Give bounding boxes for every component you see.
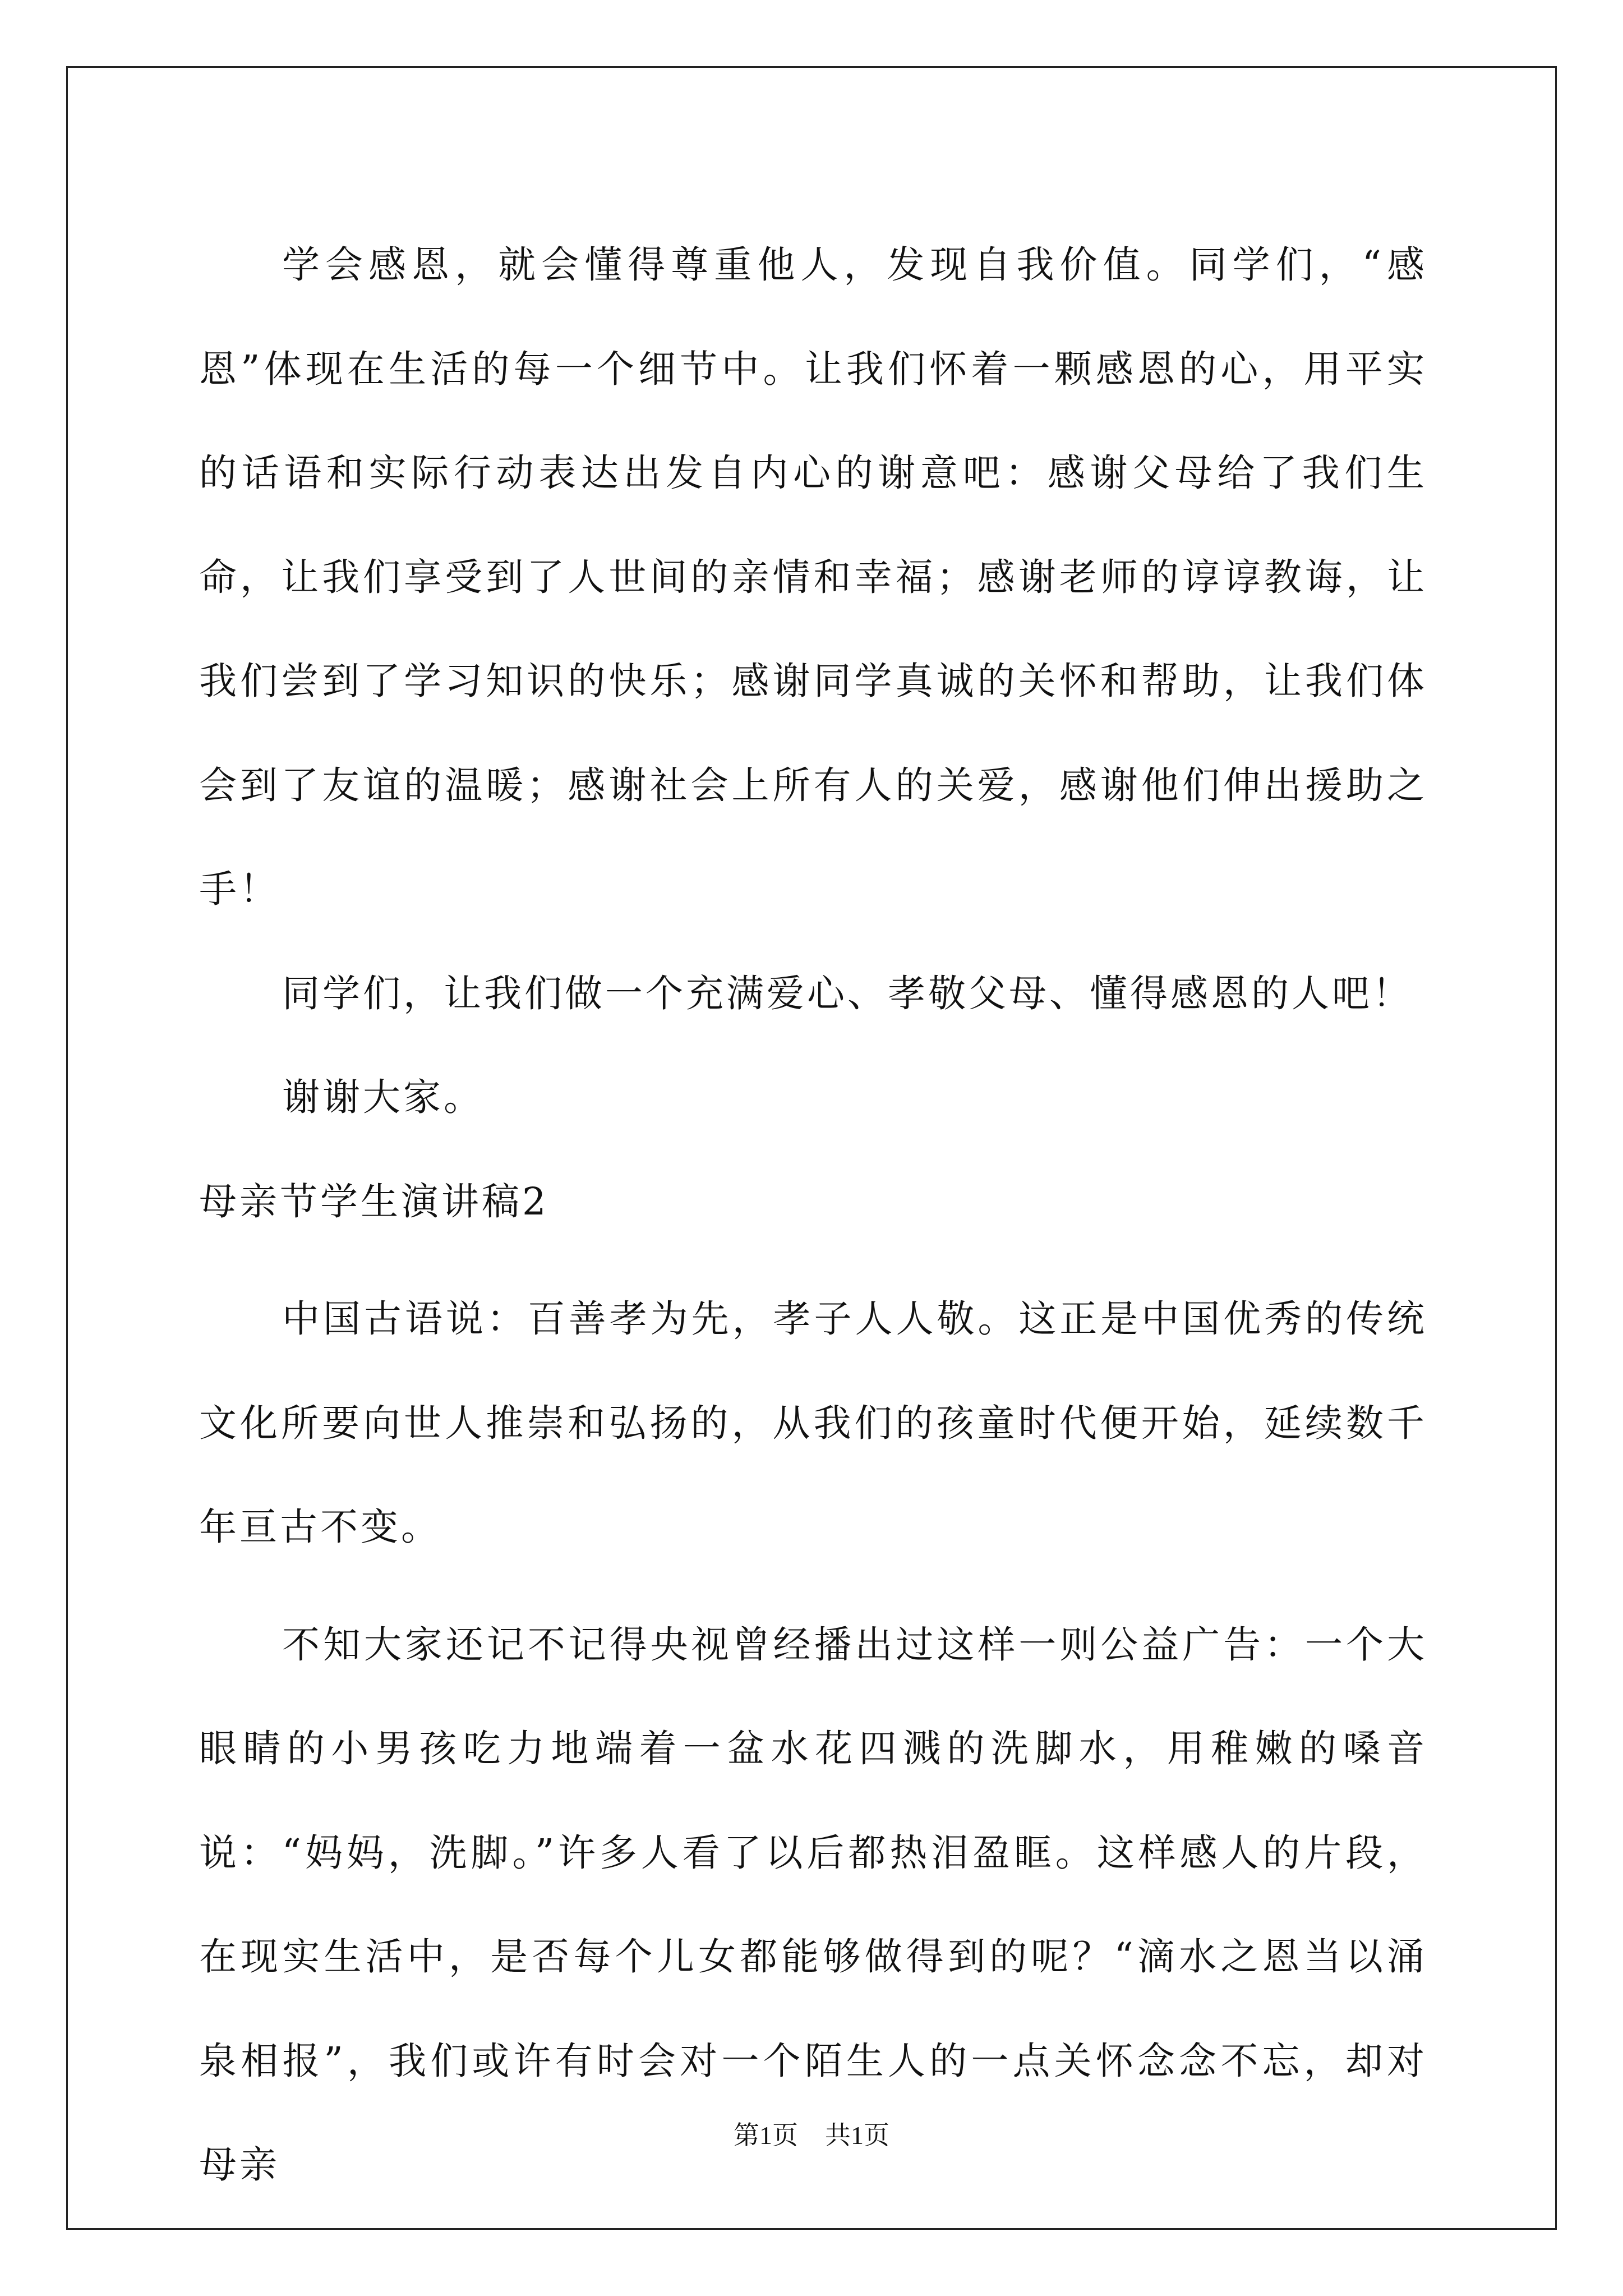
paragraph-call-to-action: 同学们，让我们做一个充满爱心、孝敬父母、懂得感恩的人吧！ [282, 971, 1413, 1015]
page-total: 共1页 [825, 2121, 889, 2150]
paragraph-thanks: 谢谢大家。 [282, 1075, 484, 1119]
section-heading: 母亲节学生演讲稿2 [199, 1179, 549, 1223]
document-body [199, 213, 1427, 2217]
paragraph-gratitude: 学会感恩，就会懂得尊重他人，发现自我价值。同学们，“感恩”体现在生活的每一个细节中。让我们怀着一颗感恩的心，用平实的话语和实际行动表达出发自内心的谢意吧：感谢父母给了我们生命，让我们享受到了人世间的亲情和幸福；感谢老师的谆谆教诲，让我们尝到了学习知识的快乐；感谢同学真诚的关怀和帮助，让我们体会到了友谊的温暖；感谢社会上所有人的关爱，感谢他们伸出援助之手！ [199, 243, 1428, 911]
page-footer [0, 2115, 1623, 2152]
paragraph-proverb: 中国古语说：百善孝为先，孝子人人敬。这正是中国优秀的传统文化所要向世人推崇和弘扬的，从我们的孩童时代便开始，延续数千年亘古不变。 [199, 1297, 1427, 1549]
paragraph-advertisement: 不知大家还记不记得央视曾经播出过这样一则公益广告：一个大眼睛的小男孩吃力地端着一盆水花四溅的洗脚水，用稚嫩的嗓音说：“妈妈，洗脚。”许多人看了以后都热泪盈眶。这样感人的片段，在现实生活中，是否每个儿女都能够做得到的呢？“滴水之恩当以涌泉相报”，我们或许有时会对一个陌生人的一点关怀念念不忘，却对母亲 [199, 1622, 1427, 2187]
page-number: 第1页 [734, 2121, 798, 2150]
